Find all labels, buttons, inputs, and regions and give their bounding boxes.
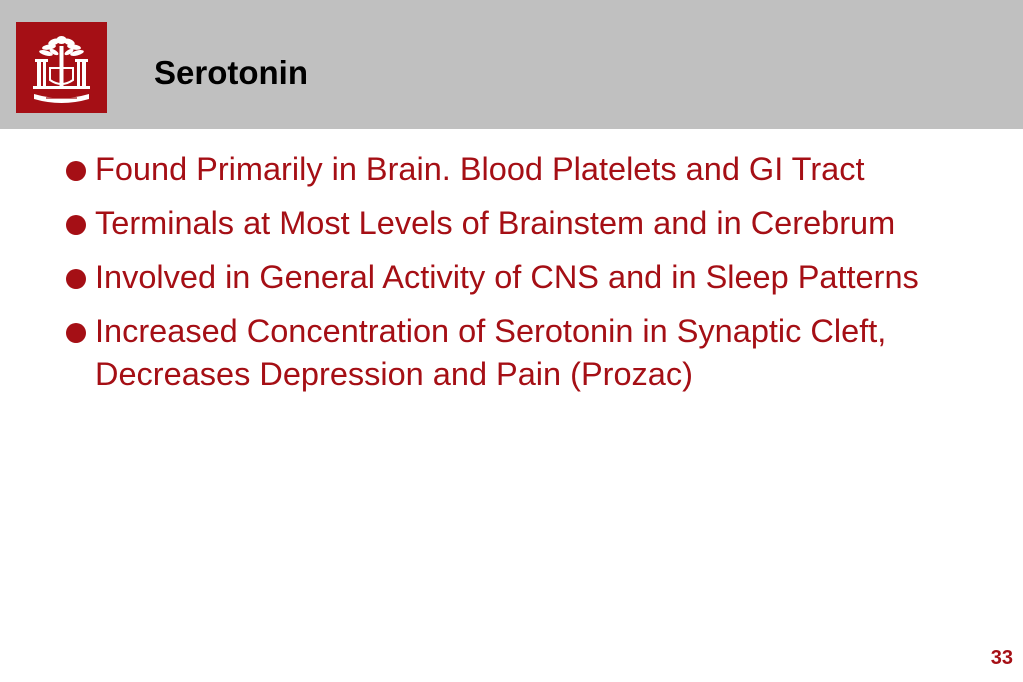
bullet-text: Terminals at Most Levels of Brainstem and in Cerebrum <box>95 205 896 241</box>
bullet-dot-icon <box>66 323 86 343</box>
bullet-dot-icon <box>66 269 86 289</box>
palmetto-tree-seal-icon <box>16 22 107 113</box>
list-item <box>62 256 942 299</box>
list-item <box>62 310 942 396</box>
list-item <box>62 148 942 191</box>
list-item <box>62 202 942 245</box>
bullet-text: Involved in General Activity of CNS and in Sleep Patterns <box>95 259 919 295</box>
bullet-text: Found Primarily in Brain. Blood Platelets and GI Tract <box>95 151 865 187</box>
bullet-dot-icon <box>66 215 86 235</box>
bullet-text: Increased Concentration of Serotonin in Synaptic Cleft, Decreases Depression and Pain (Prozac) <box>95 313 887 392</box>
bullet-dot-icon <box>66 161 86 181</box>
page-number: 33 <box>990 647 1013 669</box>
slide-title: Serotonin <box>154 54 308 91</box>
bullet-list <box>62 148 942 407</box>
header-bar <box>0 0 1023 129</box>
